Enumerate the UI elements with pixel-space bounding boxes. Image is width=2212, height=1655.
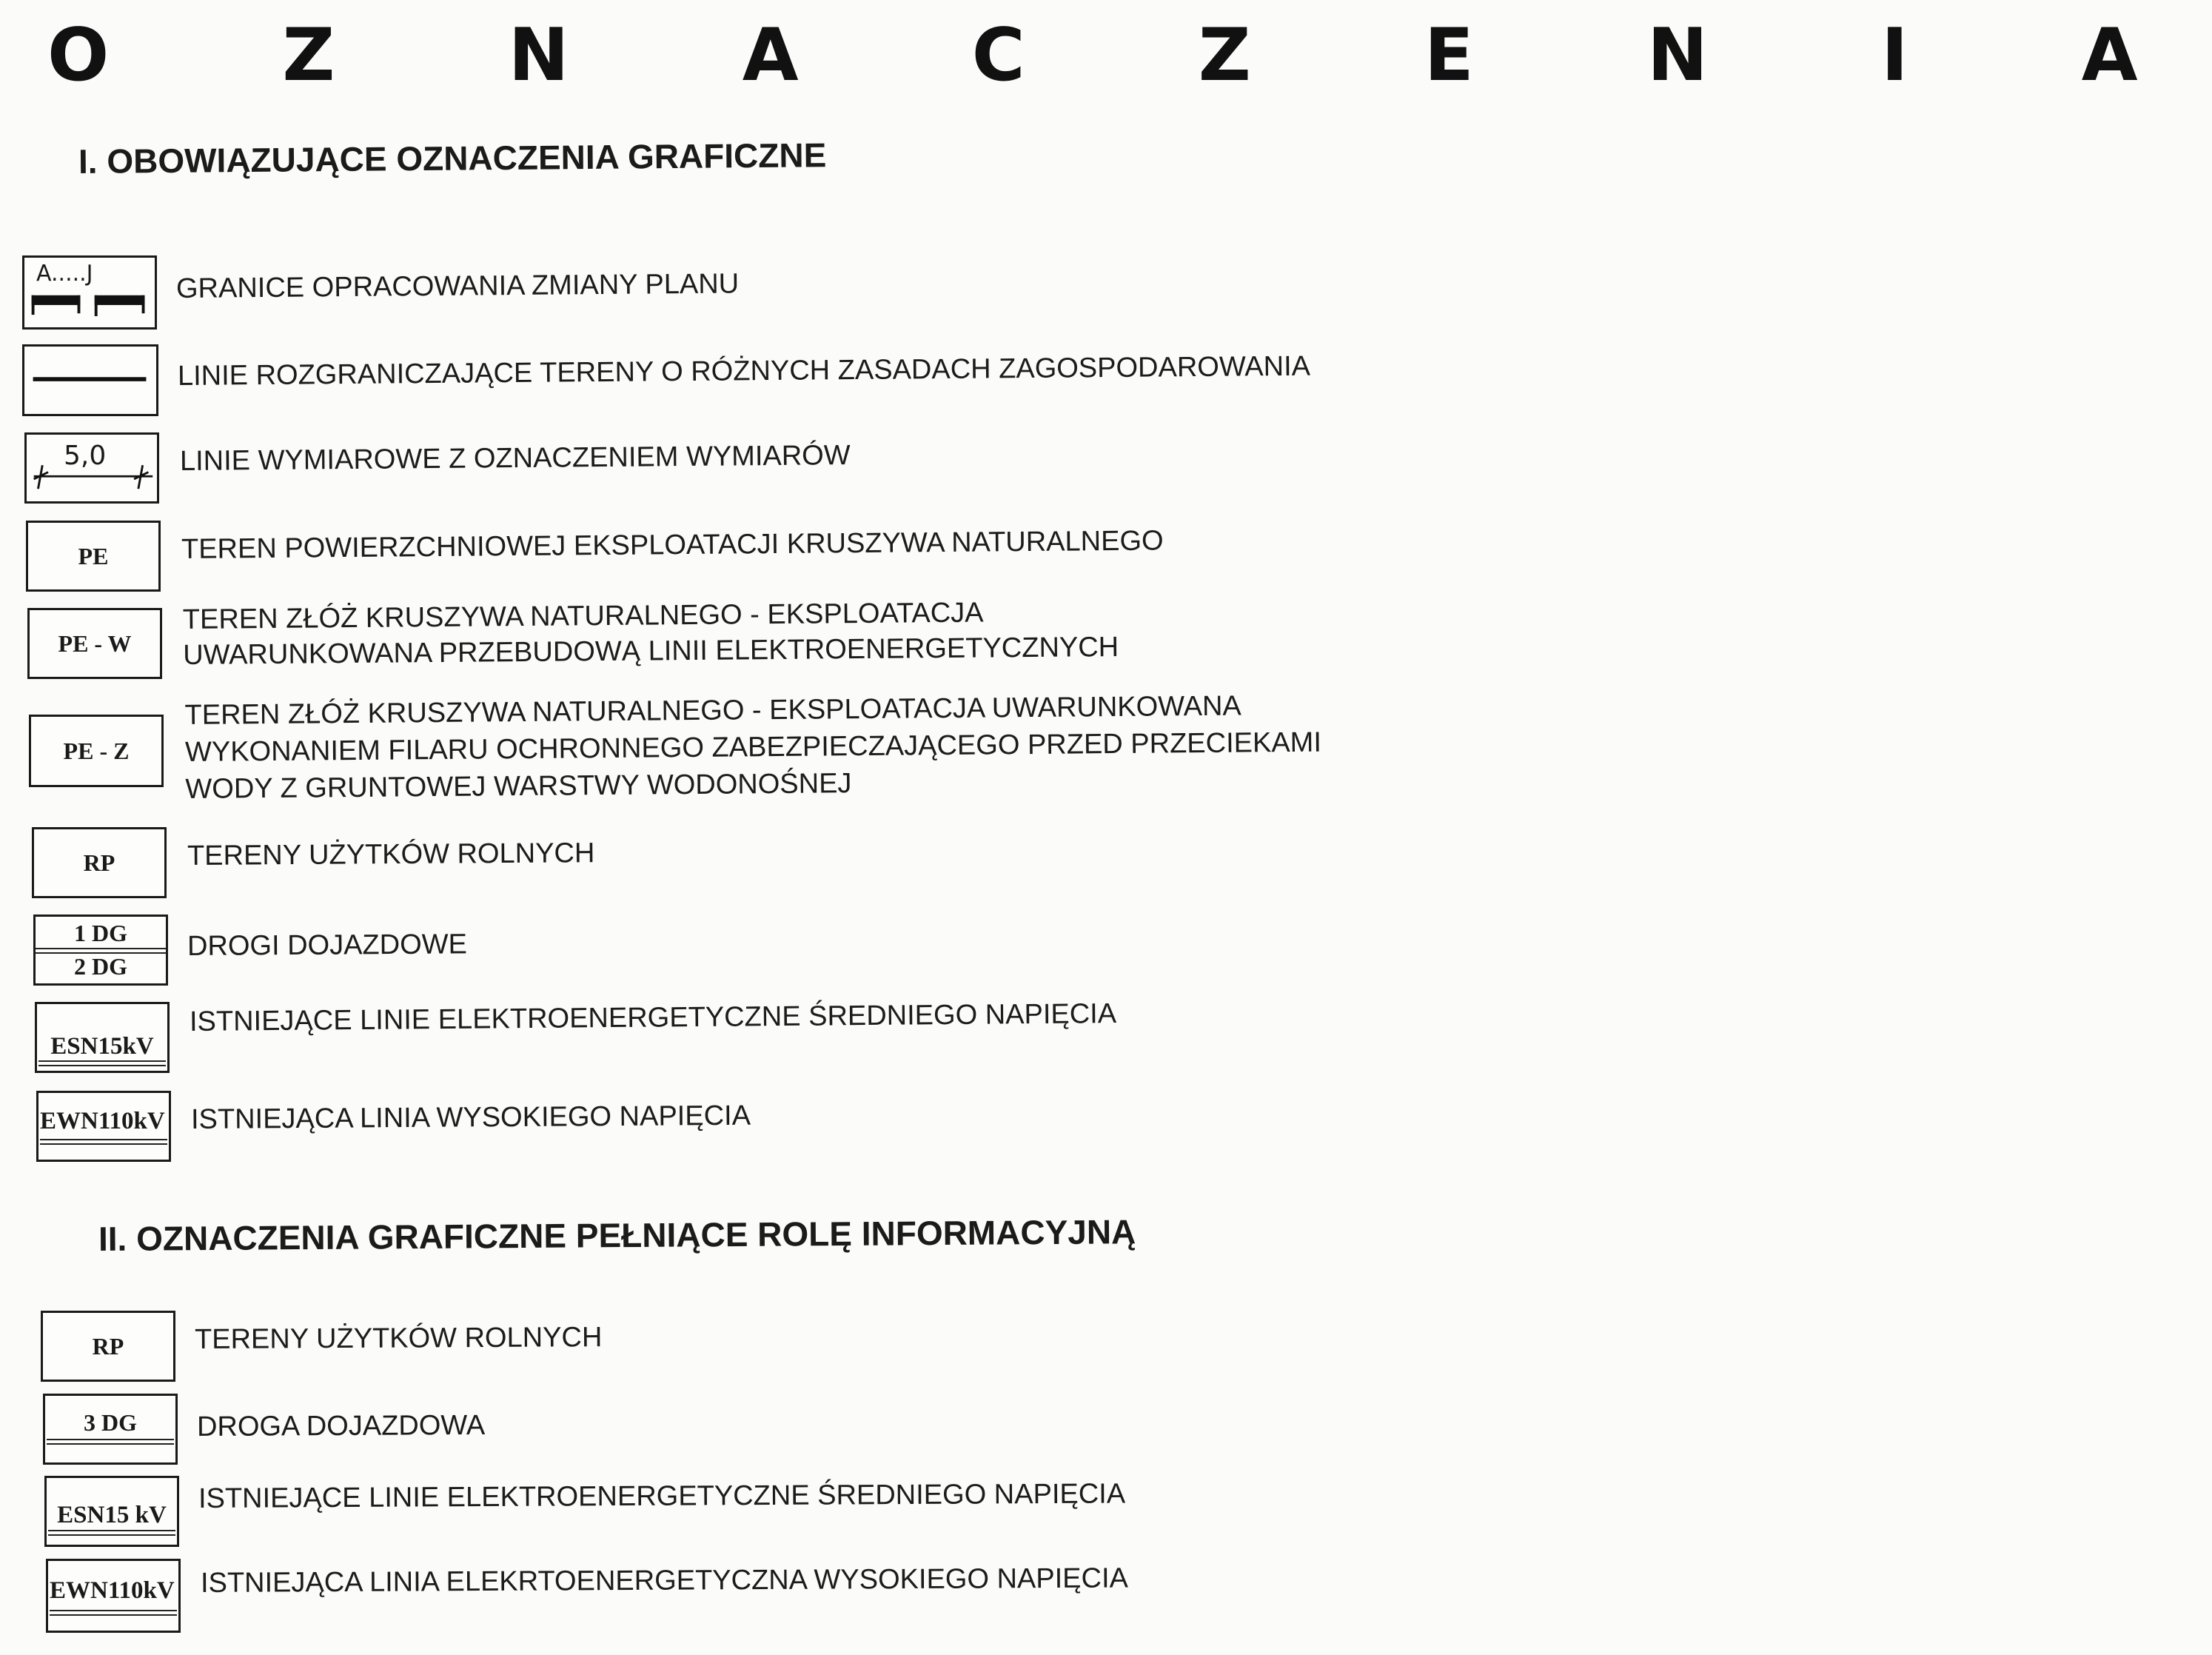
esn15kv-info-symbol-label: ESN15 kV: [57, 1501, 167, 1528]
access-roads-symbol: [33, 915, 168, 986]
rp-description: TERENY UŻYTKÓW ROLNYCH: [187, 837, 595, 872]
plan-boundary-description: GRANICE OPRACOWANIA ZMIANY PLANU: [175, 268, 740, 304]
section-2-heading: II. OZNACZENIA GRAFICZNE PEŁNIĄCE ROLĘ INFORMACYJNĄ: [98, 1212, 1136, 1258]
ewn110kv-description: ISTNIEJĄCA LINIA WYSOKIEGO NAPIĘCIA: [190, 1100, 751, 1135]
demarcation-line-description: LINIE ROZGRANICZAJĄCE TERENY O RÓŻNYCH ZASADACH ZAGOSPODAROWANIA: [177, 350, 1311, 392]
esn15kv-info-line: [48, 1530, 175, 1536]
ewn110kv-info-symbol-label: EWN110kV: [50, 1577, 175, 1604]
pe-w-symbol: [27, 608, 162, 679]
pe-z-description-line-1: TEREN ZŁÓŻ KRUSZYWA NATURALNEGO - EKSPLOATACJA UWARUNKOWANA: [184, 690, 1241, 732]
ewn110kv-symbol: [36, 1091, 171, 1162]
esn15kv-info-symbol: [44, 1476, 179, 1547]
pe-z-symbol: [29, 715, 164, 787]
pe-z-symbol-label: PE - Z: [63, 737, 130, 764]
pe-z-description-line-3: WODY Z GRUNTOWEJ WARSTWY WODONOŚNEJ: [185, 768, 852, 805]
road-2dg-label: 2 DG: [74, 953, 127, 980]
esn15kv-info-description: ISTNIEJĄCE LINIE ELEKTROENERGETYCZNE ŚREDNIEGO NAPIĘCIA: [198, 1478, 1126, 1514]
dimension-line-description: LINIE WYMIAROWE Z OZNACZENIEM WYMIARÓW: [179, 440, 851, 477]
ewn110kv-symbol-label: EWN110kV: [40, 1108, 165, 1134]
rp-symbol-label: RP: [83, 849, 115, 876]
access-roads-description: DROGI DOJAZDOWE: [187, 929, 468, 962]
section-1-heading: I. OBOWIĄZUJĄCE OZNACZENIA GRAFICZNE: [78, 136, 827, 181]
ewn110kv-line: [40, 1139, 167, 1145]
pe-z-description-line-2: WYKONANIEM FILARU OCHRONNEGO ZABEZPIECZAJĄCEGO PRZED PRZECIEKAMI: [184, 726, 1322, 768]
road-1dg-label: 1 DG: [74, 920, 127, 946]
rp-symbol: [32, 827, 167, 898]
dimension-line-symbol: [24, 432, 159, 504]
road-3dg-symbol-label: 3 DG: [84, 1409, 137, 1436]
pe-w-description: [183, 594, 1119, 673]
dimension-value: 5,0: [64, 441, 107, 471]
ewn110kv-info-symbol: [46, 1559, 181, 1633]
esn15kv-symbol: [35, 1002, 170, 1073]
road-3dg-line: [47, 1439, 174, 1445]
pe-w-symbol-label: PE - W: [58, 629, 132, 657]
rp-info-description: TERENY UŻYTKÓW ROLNYCH: [194, 1322, 603, 1355]
ewn110kv-info-description: ISTNIEJĄCA LINIA ELEKRTOENERGETYCZNA WYSOKIEGO NAPIĘCIA: [200, 1562, 1129, 1599]
demarcation-line-symbol: [22, 344, 158, 416]
pe-symbol: [26, 521, 161, 592]
pe-w-description-line-2: UWARUNKOWANA PRZEBUDOWĄ LINII ELEKTROENERGETYCZNYCH: [183, 631, 1119, 671]
ewn110kv-info-line: [50, 1610, 177, 1616]
pe-symbol-label: PE: [78, 542, 109, 569]
road-3dg-description: DROGA DOJAZDOWA: [196, 1409, 486, 1442]
esn15kv-symbol-label: ESN15kV: [50, 1033, 154, 1060]
pe-z-description: [184, 687, 1321, 808]
pe-w-description-line-1: TEREN ZŁÓŻ KRUSZYWA NATURALNEGO - EKSPLOATACJA: [182, 597, 984, 636]
plan-boundary-symbol: [22, 255, 157, 330]
plan-boundary-symbol-label: A.....J: [36, 261, 93, 287]
road-divider-line: [36, 948, 166, 954]
rp-info-symbol-label: RP: [92, 1332, 124, 1360]
esn15kv-description: ISTNIEJĄCE LINIE ELEKTROENERGETYCZNE ŚREDNIEGO NAPIĘCIA: [189, 998, 1117, 1037]
road-3dg-symbol: [43, 1394, 178, 1465]
pe-description: TEREN POWIERZCHNIOWEJ EKSPLOATACJI KRUSZYWA NATURALNEGO: [181, 525, 1164, 565]
page-title: O Z N A C Z E N I A: [47, 13, 2212, 98]
demarcation-line-icon: [24, 347, 156, 414]
esn15kv-line: [38, 1060, 166, 1066]
rp-info-symbol: [41, 1311, 175, 1382]
